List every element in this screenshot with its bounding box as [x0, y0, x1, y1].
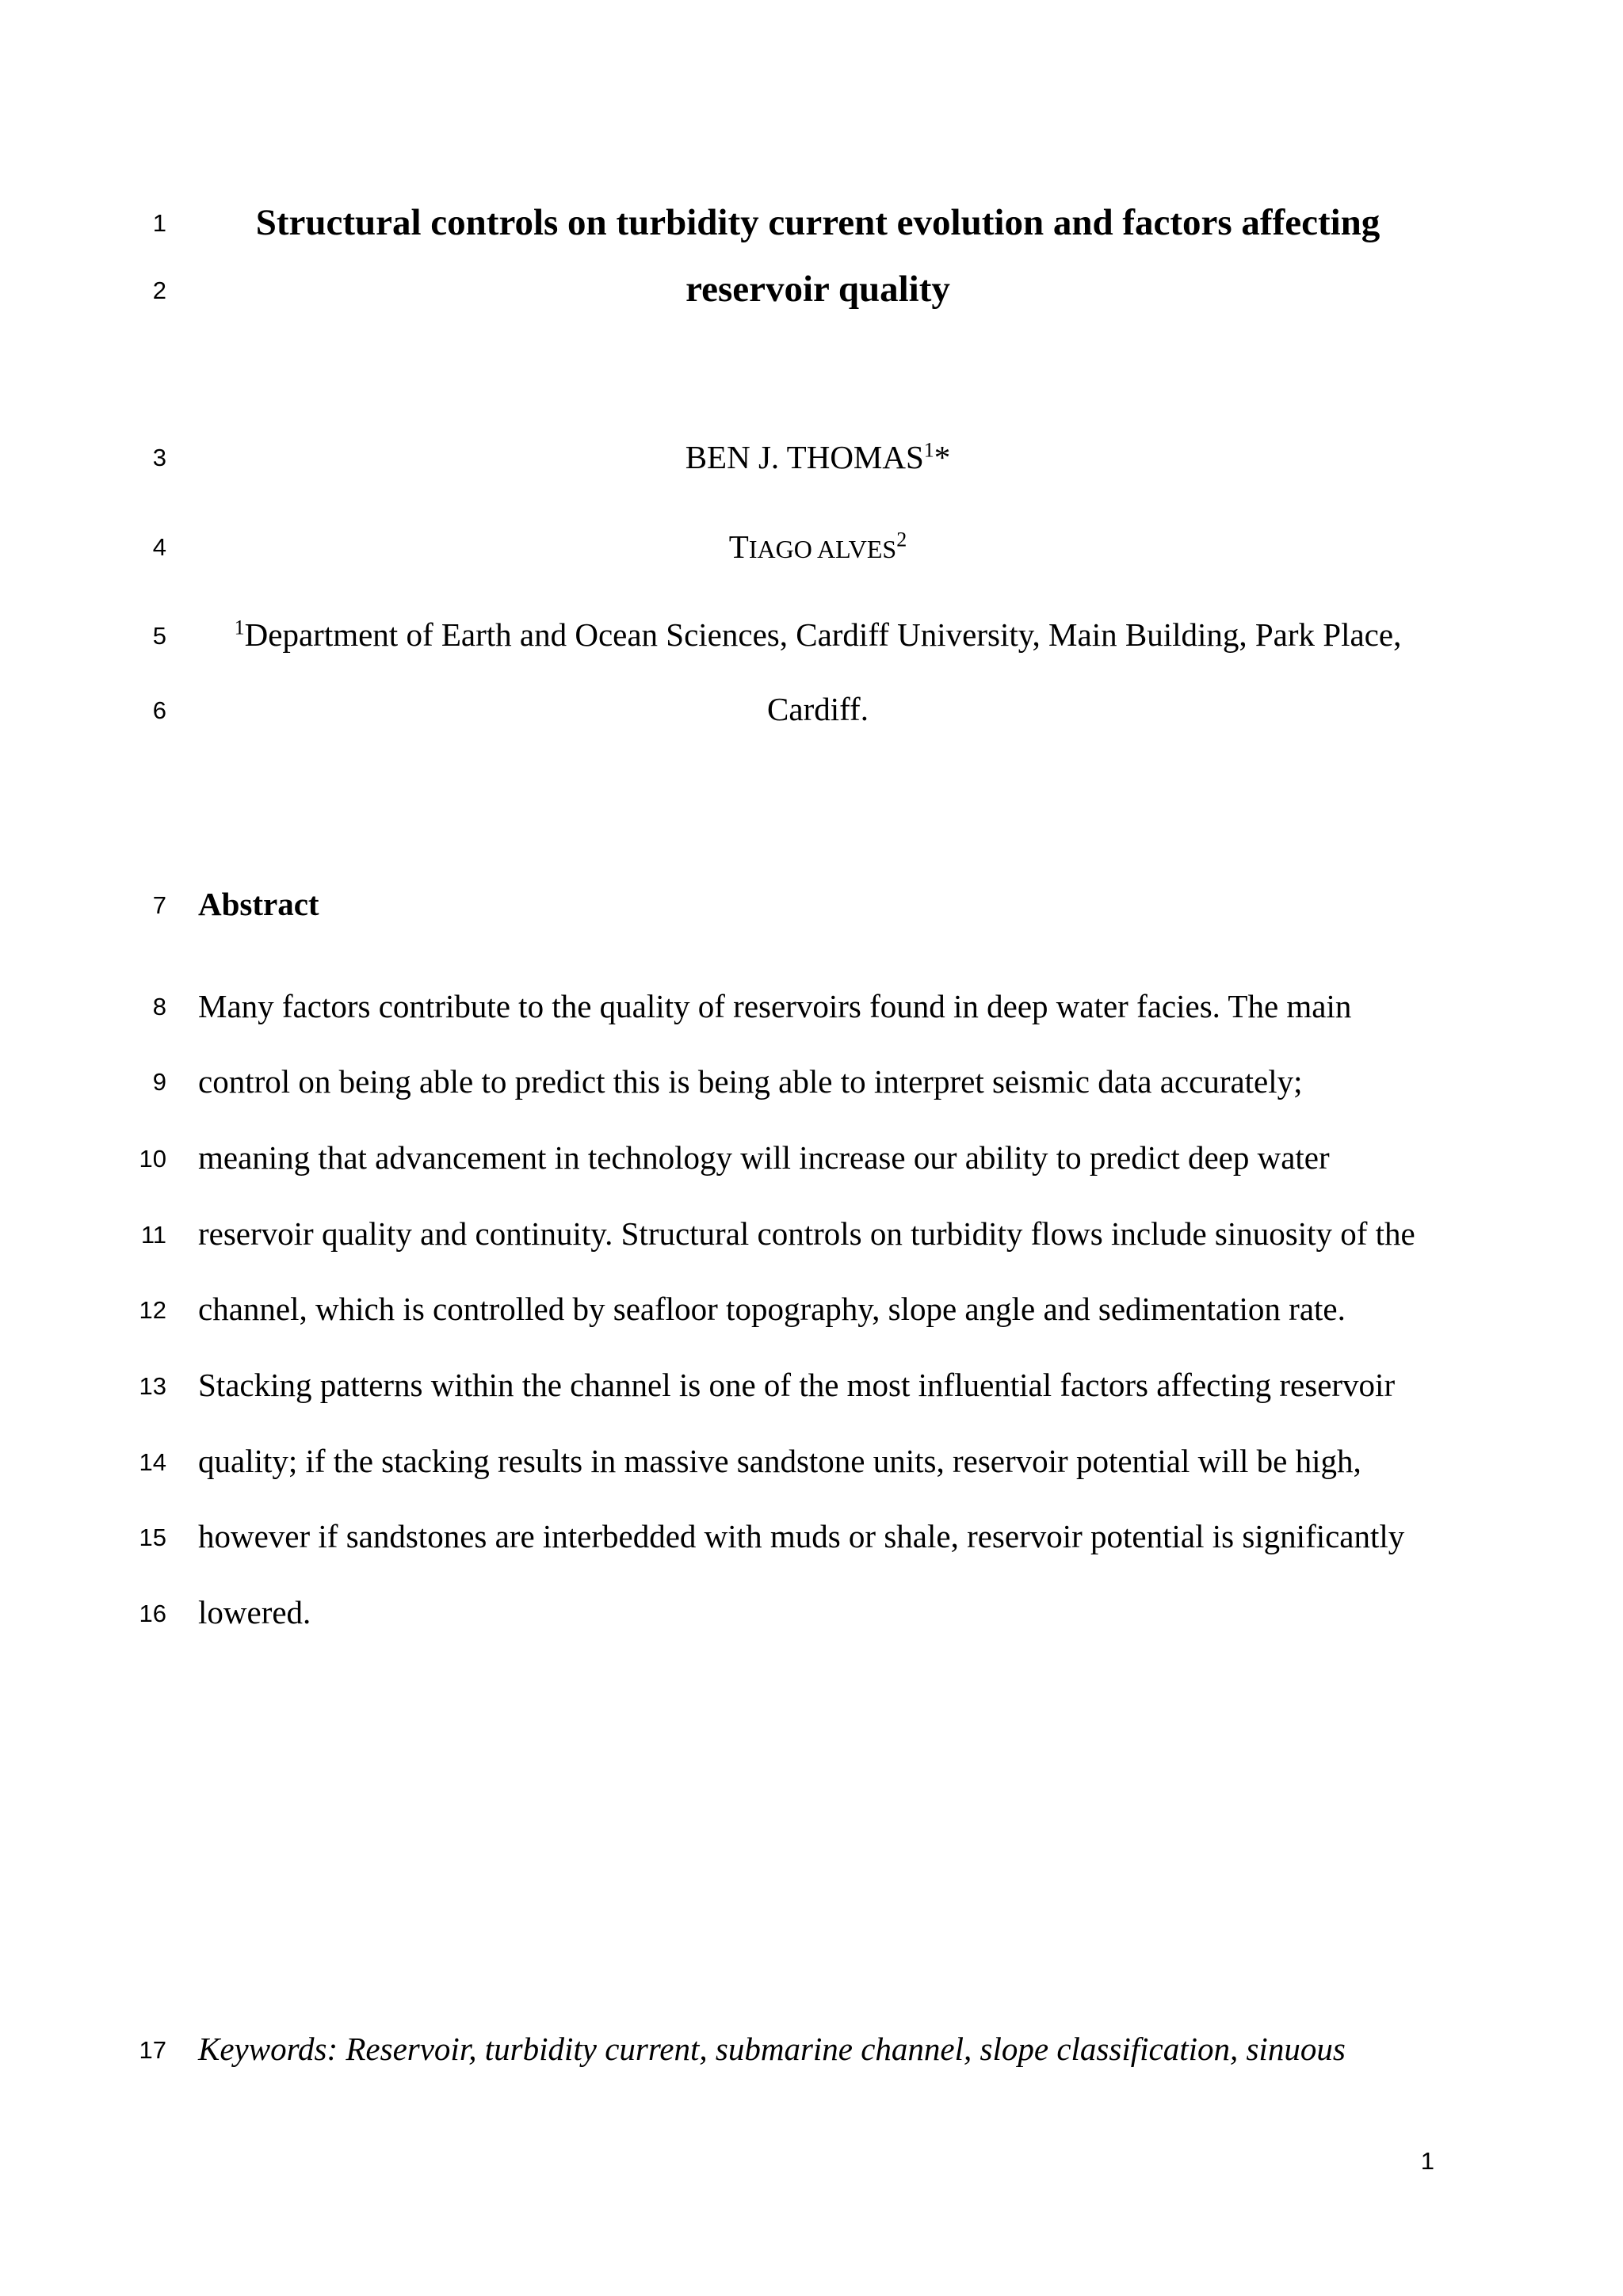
line-number: 3 [152, 444, 166, 471]
affiliation-line-2: Cardiff. [767, 691, 869, 727]
line-number: 17 [139, 2036, 166, 2064]
abstract-line: channel, which is controlled by seafloor topography, slope angle and sedimentation rate. [198, 1291, 1346, 1327]
abstract-line: meaning that advancement in technology will increase our ability to predict deep water [198, 1139, 1330, 1176]
line-number: 8 [152, 993, 166, 1020]
line-number: 14 [139, 1448, 166, 1476]
line-number: 4 [152, 533, 166, 561]
author-2-initial: T [728, 528, 749, 565]
line-number: 13 [139, 1372, 166, 1400]
abstract-line: Stacking patterns within the channel is one of the most influential factors affecting reservoir [198, 1367, 1396, 1403]
line-number: 9 [152, 1068, 166, 1096]
abstract-line: reservoir quality and continuity. Structural controls on turbidity flows include sinuosity of the [198, 1215, 1415, 1252]
line-number: 1 [152, 209, 166, 237]
paper-title-line-1: Structural controls on turbidity current evolution and factors affecting [255, 202, 1381, 243]
line-number: 7 [152, 891, 166, 919]
paper-title-line-2: reservoir quality [685, 269, 950, 310]
author-2 [158, 527, 1477, 569]
affiliation-text: Department of Earth and Ocean Sciences, Cardiff University, Main Building, Park Place, [244, 616, 1402, 653]
abstract-line: Many factors contribute to the quality of reservoirs found in deep water facies. The main [198, 988, 1352, 1024]
line-number: 11 [140, 1221, 166, 1249]
abstract-line: control on being able to predict this is being able to interpret seismic data accurately; [198, 1063, 1303, 1100]
abstract-line: however if sandstones are interbedded with muds or shale, reservoir potential is significantly [198, 1518, 1405, 1554]
line-number: 5 [152, 622, 166, 650]
author-2-affiliation-mark: 2 [896, 528, 907, 551]
line-number: 6 [152, 696, 166, 724]
line-number: 15 [139, 1524, 166, 1551]
line-number: 2 [152, 277, 166, 304]
affiliation-mark: 1 [234, 616, 245, 639]
affiliation-line-1 [158, 615, 1477, 654]
corresponding-author-mark: * [934, 439, 951, 475]
line-number: 16 [139, 1600, 166, 1627]
line-number: 10 [139, 1145, 166, 1173]
author-1-name: BEN J. THOMAS [685, 439, 924, 475]
abstract-line: lowered. [198, 1594, 311, 1630]
author-1 [158, 437, 1477, 477]
abstract-heading: Abstract [198, 886, 319, 922]
abstract-line: quality; if the stacking results in massive sandstone units, reservoir potential will be high, [198, 1443, 1361, 1479]
line-number: 12 [139, 1296, 166, 1324]
author-1-affiliation-mark: 1 [923, 438, 934, 462]
page-number: 1 [1420, 2147, 1434, 2175]
author-2-name: IAGO ALVES [748, 535, 897, 563]
keywords-line: Keywords: Reservoir, turbidity current, submarine channel, slope classification, sinuous [198, 2031, 1346, 2067]
